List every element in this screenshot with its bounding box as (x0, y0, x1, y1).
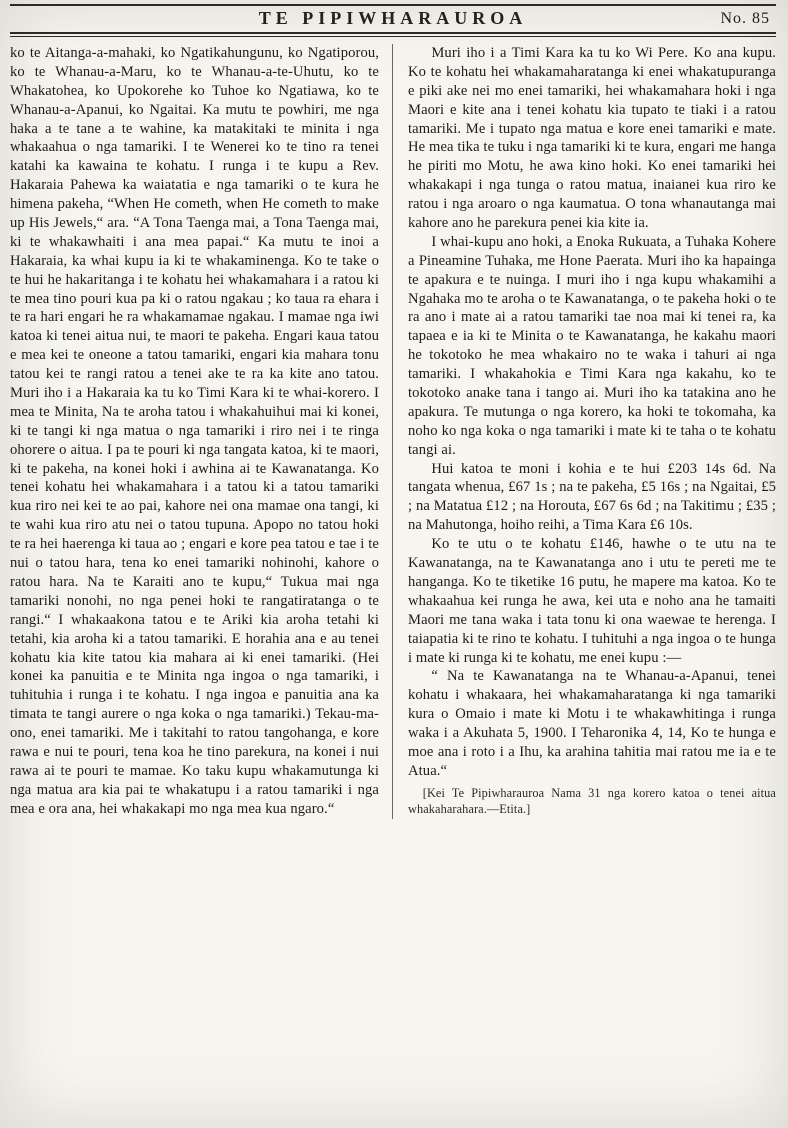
article-paragraph: Muri iho i a Timi Kara ka tu ko Wi Pere. Ko ana kupu. Ko te kohatu hei whakamaharatanga ki enei whakatupuranga e piki ake nei mo enei tamariki, hei whakamahara hoki i nga Maori e kite ana i tenei kohatu kia tupato te tiaki i a ratou tamariki. Me i tupato nga matua e kore enei tamariki e mate. He mea tika te tuku i nga tamariki ki te kura, engari me hanga he piriti mo Motu, he awa kino hoki. Ko enei tamariki hei whakakapi i nga tunga o ratou matua, inaianei kua riro ke ratou i nga aroaro o nga kaumatua. O tona whanautanga mai kahore ano he parekura penei kia kite ia. (408, 45, 776, 232)
masthead-title: TE PIPIWHARAUROA (258, 8, 528, 28)
article-columns (10, 44, 776, 819)
left-column (10, 44, 393, 819)
masthead (10, 4, 776, 32)
article-paragraph: “ Na te Kawanatanga na te Whanau-a-Apanui, tenei kohatu i whakaara, hei whakamaharatanga ki nga tamariki kura o Omaio i mate ki Motu i te whakawhitinga i runga waka i a Akuhata 5, 1900. I Teharonika 4, 14, Ko te hunga e moe ana i roto i a Ihu, ka arahina tahitia mai ratou me ia e te Atua.“ (408, 668, 776, 779)
article-paragraph: Hui katoa te moni i kohia e te hui £203 14s 6d. Na tangata whenua, £67 1s ; na te pakeha, £5 16s ; na Ngaitai, £5 ; na Matatua £12 ; na Horouta, £67 6s 6d ; na Takitimu ; £35 ; na Mahutonga, hoiho reihi, a Tima Kara £6 10s. (408, 460, 776, 534)
article-paragraph: ko te Aitanga-a-mahaki, ko Ngatikahungunu, ko Ngatiporou, ko te Whanau-a-Maru, ko te Whanau-a-te-Uhutu, ko te Whakatohea, ko Upokorehe ko Tuhoe ko Ngatiawa, ko te Whanau-a-Apanui, ko Ngaitai. Ka mutu te powhiri, me nga haka a te tane a te wahine, ka matakitaki te minita i nga whakaahua o nga tamariki. I te Wenerei ko te tino ra tenei katahi ka kawaina te kohatu. I runga i te kupu a Rev. Hakaraia Pahewa ka waiatatia e nga tamariki o te kura he himena pakeha, “When He cometh, when He cometh to make up His Jewels,“ ara. “A Tona Taenga mai, a Tona Taenga mai, ki te whakawhaiti i ana mea papai.“ Ka mutu te inoi a Hakaraia, ka whai kupu ia ki te whakaminenga. Ko te take o te hui he hakaritanga i te kohatu hei whakamahara i a ratou ki te mea tino pouri kua pa ki o ratou ngakau ; ko taua ra ehara i te ra hari engari he ra whakamamae ngakau. I mamae nga iwi katoa ki tenei aitua nui, te maori te pakeha. Engari kaua tatou e mea kei te oneone a tatou tamariki, engari kia mahara tonu tatou kei te rangi ratou a tenei ake te ra ka kite ano tatou. Muri iho i a Hakaraia ka tu ko Timi Kara ki te whai-korero. I mea te Minita, Na te aroha tatou i whakahuihui mai ki konei, ki te tangi ki nga matua o nga tamariki i riro nei i te ringa ohorere o aitua. I pa te pouri ki nga tangata katoa, ki te maori, ki te pakeha, na konei hoki i awhina ai te Kawanatanga. Ko tenei kohatu hei whakamahara i a tatou ki a tatou tamariki kua riro nei kei te ao pai, kahore nei ona mamae ona tangi, ki te wahi kua riro atu nei o tatou tupuna. Apopo no tatou hoki te ra hei haerenga ki taua ao ; engari e kore pea tatou e tae i te nui o tatou hara, tena ko enei tamariki nohinohi, kahore o ratou hara. Na te Karaiti ano te kupu,“ Tukua mai nga tamariki nonohi, no nga penei hoki te rangatiratanga o te rangi.“ I whakaakona tatou e te Ariki kia aroha tetahi ki tetahi, kia aroha ki a tatou tamariki. E horahia ana e au tenei kohatu kia kite tatou kia mahara ai ki enei tamariki. (Hei konei ka panuitia e te Minita nga ingoa o nga tamariki, i tuhituhia i runga i te kohatu. I nga ingoa e panuitia ana ka timata te tangi aurere o nga koka o nga tamariki.) Tekau-ma-ono, enei tamariki. Me i takitahi to ratou tangohanga, e kore rawa e nui te pouri, tena koa he tino parekura, na konei i nui rawa ai te pouri te mamae. Ko taku kupu whakamutunga ki nga matua ara kia pai te whakatupu i a ratou tamariki i nga mea e ora ana, hei whakakapi mo nga mea kua ngaro.“ (10, 45, 379, 817)
article-paragraph: Ko te utu o te kohatu £146, hawhe o te utu na te Kawanatanga, na te Kawanatanga ano i utu te pereti me te hanganga. Ko te tiketike 16 putu, he mapere ma katoa. Ko te whakaahua kei runga he awa, kei uta e noho ana he tamaiti Maori me tana waka i tata tonu ki ona waewae te herenga. I taiapatia ki te rino te kohatu. I tuhituhi a nga ingoa o te hunga i mate ki runga ki te kohatu, me enei kupu :— (408, 536, 776, 666)
editor-note: [Kei Te Pipiwharauroa Nama 31 nga korero katoa o tenei aitua whakaharahara.—Etita.] (408, 785, 776, 816)
masthead-divider-rule (10, 32, 776, 37)
right-column (393, 44, 776, 819)
issue-number: No. 85 (720, 10, 770, 27)
article-paragraph: I whai-kupu ano hoki, a Enoka Rukuata, a Tuhaka Kohere a Pineamine Tuhaka, me Hone Paerata. Muri iho ka hapainga te apakura e te nuinga. I muri iho i nga kupu whakamihi a Ngahaka mo te aroha o te Kawanatanga, o te pakeha hoki o te ra ano i mate ai a ratou tamariki tae noa mai ki tenei ra, ka tapaea e ia ki te Minita o te Kawanatanga, he kakahu maori he tokotoko he mea whakairo no te waka i tahuri ai nga tamariki. I whakahokia e Timi Kara nga kakahu, ko te tokotoko anake tana i tango ai. Muri iho ka tatakina ano he apakura. Te mutunga o nga korero, ka hoki te tokomaha, ka noho ko nga koka o nga tamariki i mate ki te taha o te kohatu tangi ai. (408, 233, 776, 458)
